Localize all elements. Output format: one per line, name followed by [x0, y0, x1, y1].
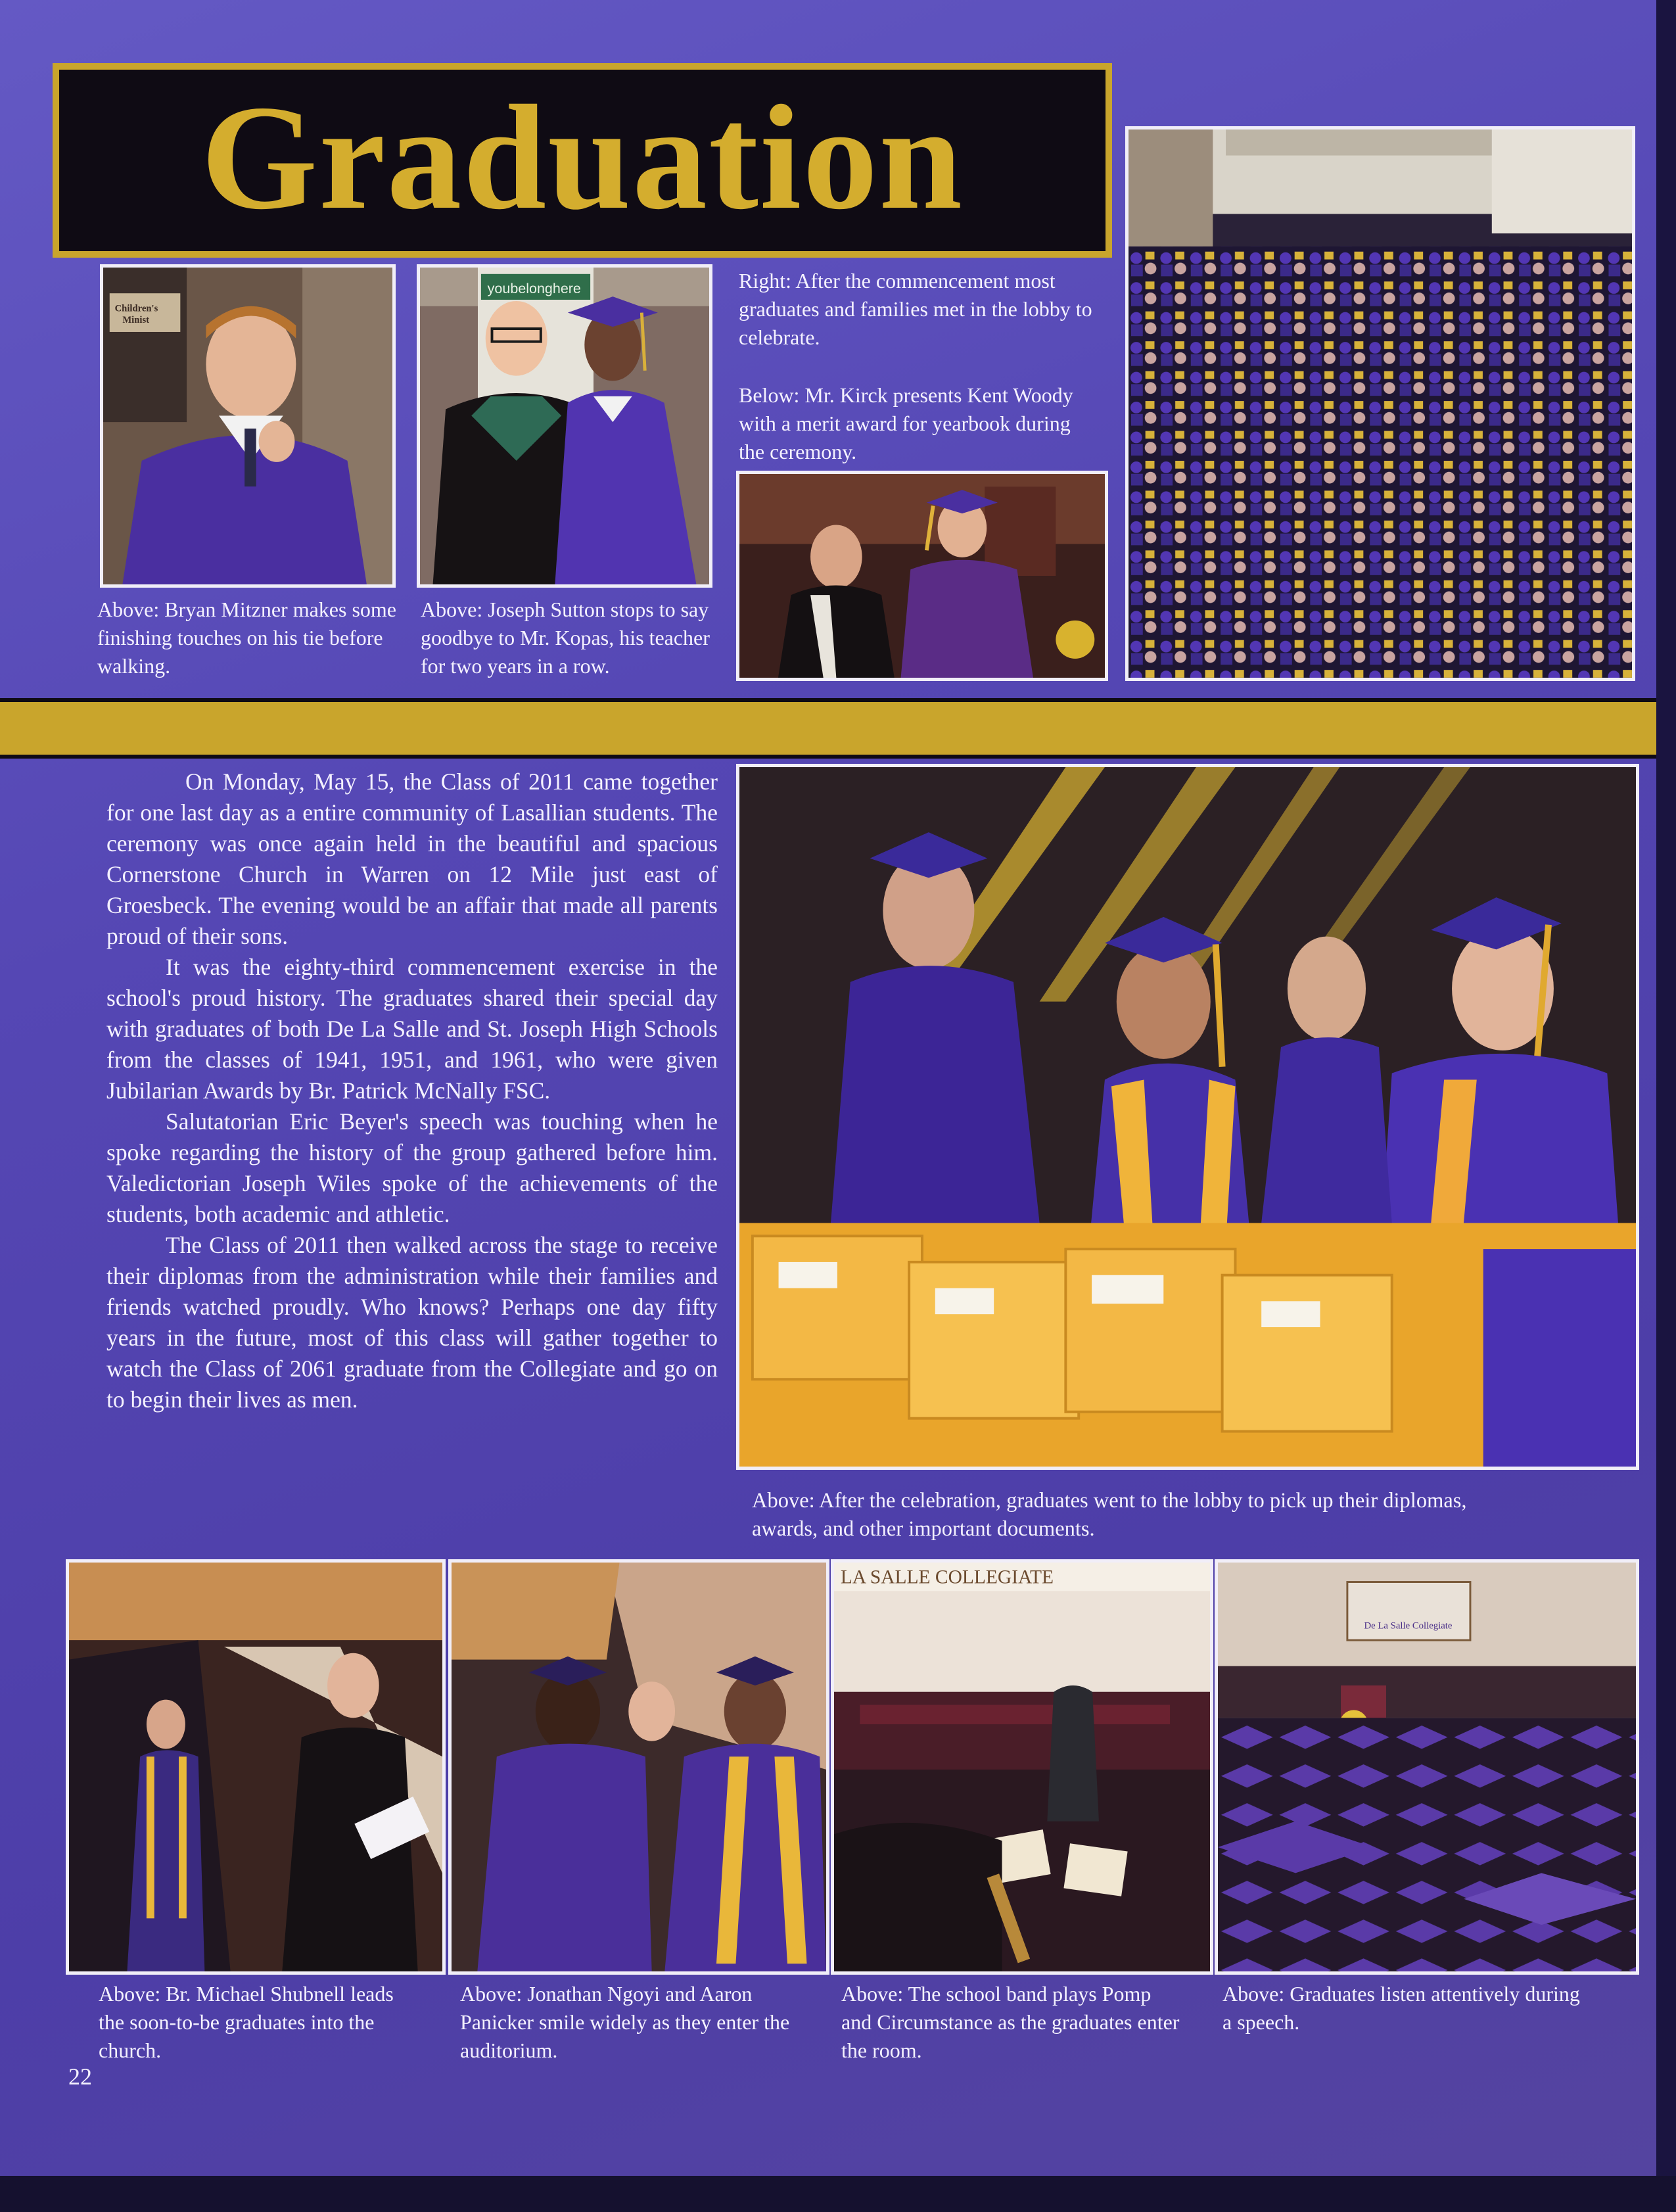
article-paragraph: It was the eighty-third commencement exercise in the school's proud history. The graduates shared their special day with graduates of both De La Salle and St. Joseph High Schools from the classes of 1941, 1951, and 1961, who were given Jubilarian Awards by Br. Patrick McNally FSC. — [106, 954, 718, 1104]
page-edge-right — [1656, 0, 1676, 2212]
caption-right-lobby: Right: After the commencement most graduates and families met in the lobby to celebrate. — [739, 269, 1092, 349]
page-number: 22 — [68, 2063, 92, 2090]
photo-lobby-celebration — [1125, 126, 1635, 681]
photo-kent-woody-award — [736, 471, 1108, 681]
page-edge-bottom — [0, 2176, 1676, 2212]
banner-text-de-la-salle: De La Salle Collegiate — [1364, 1620, 1453, 1632]
banner-text-la-salle: LA SALLE COLLEGIATE — [840, 1566, 1054, 1588]
title-banner — [53, 63, 1112, 258]
photo-bryan-mitzner — [100, 264, 396, 588]
photo-ngoyi-panicker — [448, 1559, 829, 1975]
photo-school-band — [831, 1559, 1213, 1975]
caption-bryan-mitzner: Above: Bryan Mitzner makes some finishing touches on his tie before walking. — [97, 598, 396, 678]
caption-joseph-sutton: Above: Joseph Sutton stops to say goodbye to Mr. Kopas, his teacher for two years in a row. — [421, 598, 710, 678]
article-paragraph: On Monday, May 15, the Class of 2011 came together for one last day as a entire community of Lasallian students. The ceremony was once again held in the beautiful and spacious Cornerstone Church in Warren on 12 Mile just east of Groesbeck. The evening would be an affair that made all parents proud of their sons. — [106, 768, 718, 949]
svg-text:Minist: Minist — [122, 315, 150, 326]
caption-school-band: Above: The school band plays Pomp and Circumstance as the graduates enter the room. — [841, 1982, 1180, 2062]
photo-br-shubnell — [66, 1559, 446, 1975]
article-body — [106, 766, 718, 1415]
page-title: Graduation — [200, 75, 964, 241]
caption-graduates-listen: Above: Graduates listen attentively during a speech. — [1222, 1982, 1580, 2034]
svg-text:youbelonghere: youbelonghere — [487, 281, 581, 297]
caption-diplomas: Above: After the celebration, graduates went to the lobby to pick up their diplomas, awards, and other important documents. — [752, 1489, 1467, 1541]
gold-divider — [0, 698, 1656, 759]
caption-below-award: Below: Mr. Kirck presents Kent Woody with a merit award for yearbook during the ceremony. — [739, 383, 1073, 463]
photo-graduates-listen — [1215, 1559, 1639, 1975]
caption-br-shubnell: Above: Br. Michael Shubnell leads the soon-to-be graduates into the church. — [99, 1982, 394, 2062]
caption-ngoyi-panicker: Above: Jonathan Ngoyi and Aaron Panicker smile widely as they enter the auditorium. — [460, 1982, 790, 2062]
article-paragraph: The Class of 2011 then walked across the stage to receive their diplomas from the administration while their families and friends watched proudly. Who knows? Perhaps one day fifty years in the future, most of this class will gather together to watch the Class of 2061 graduate from the Collegiate and go on to begin their lives as men. — [106, 1232, 718, 1413]
svg-text:Children's: Children's — [114, 303, 158, 314]
photo-diplomas-lobby — [736, 764, 1639, 1470]
article-paragraph: Salutatorian Eric Beyer's speech was touching when he spoke regarding the history of the group gathered before him. Valedictorian Joseph Wiles spoke of the achievements of the students, both academic and athletic. — [106, 1108, 718, 1227]
photo-joseph-sutton — [417, 264, 712, 588]
